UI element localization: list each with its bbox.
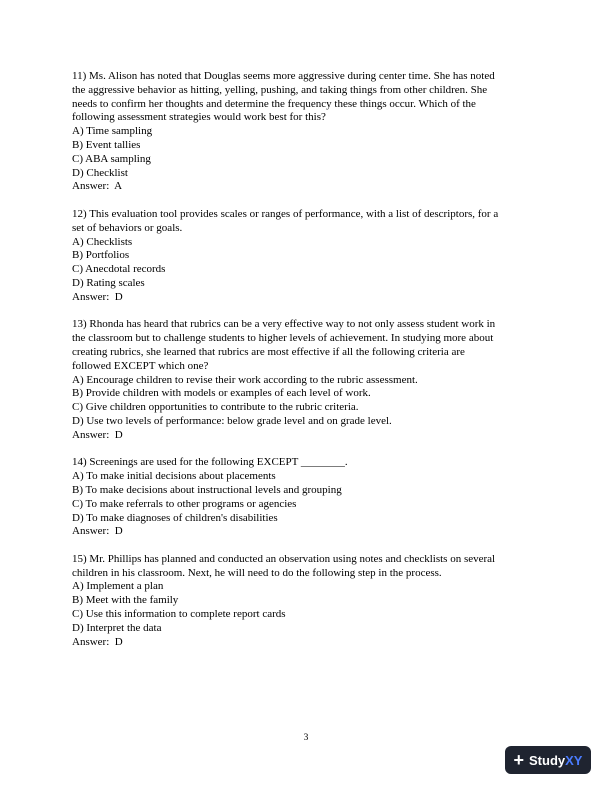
question-text: following assessment strategies would work best for this? bbox=[72, 111, 326, 124]
option-d: D) Rating scales bbox=[72, 276, 145, 289]
answer: Answer: A bbox=[72, 180, 123, 193]
page-number: 3 bbox=[303, 733, 309, 743]
option-d: D) Checklist bbox=[72, 166, 128, 179]
question-text: needs to confirm her thoughts and determine the frequency these things occur. Which of the bbox=[72, 97, 476, 110]
question-text: 11) Ms. Alison has noted that Douglas seems more aggressive during center time. She has noted bbox=[72, 70, 495, 82]
answer: Answer: D bbox=[72, 525, 123, 538]
answer: Answer: D bbox=[72, 428, 123, 441]
question-text: followed EXCEPT which one? bbox=[72, 359, 209, 372]
answer: Answer: D bbox=[72, 635, 123, 648]
studyxy-badge[interactable] bbox=[505, 746, 591, 774]
question-13 bbox=[72, 318, 542, 442]
question-text: 14) Screenings are used for the following EXCEPT ________. bbox=[72, 456, 348, 469]
answer: Answer: D bbox=[72, 290, 123, 303]
question-text: 12) This evaluation tool provides scales or ranges of performance, with a list of descriptors, for a bbox=[72, 207, 499, 220]
option-c: C) ABA sampling bbox=[72, 152, 151, 165]
question-text: the aggressive behavior as hitting, yelling, pushing, and taking things from other children. She bbox=[72, 83, 488, 96]
page-content bbox=[72, 70, 542, 663]
option-c: C) Anecdotal records bbox=[72, 263, 166, 276]
question-text: the classroom but to challenge students to higher levels of achievement. In studying more about bbox=[72, 332, 494, 345]
option-c: C) Give children opportunities to contribute to the rubric criteria. bbox=[72, 401, 359, 414]
question-text: 13) Rhonda has heard that rubrics can be a very effective way to not only assess student work in bbox=[72, 318, 496, 331]
badge-text: Study bbox=[529, 752, 566, 768]
option-a: A) To make initial decisions about placements bbox=[72, 470, 276, 483]
question-text: set of behaviors or goals. bbox=[72, 221, 183, 234]
question-text: 15) Mr. Phillips has planned and conducted an observation using notes and checklists on several bbox=[72, 552, 496, 565]
option-d: D) To make diagnoses of children's disabilities bbox=[72, 511, 278, 524]
option-a: A) Checklists bbox=[72, 235, 133, 248]
question-11 bbox=[72, 70, 542, 194]
question-text: creating rubrics, she learned that rubrics are most effective if all the following criteria are bbox=[72, 345, 465, 358]
question-text: children in his classroom. Next, he will need to do the following step in the process. bbox=[72, 566, 442, 579]
question-15 bbox=[72, 553, 542, 650]
option-c: C) To make referrals to other programs or agencies bbox=[72, 497, 297, 510]
plus-icon: + bbox=[513, 750, 525, 770]
option-b: B) Event tallies bbox=[72, 138, 141, 151]
badge-accent-text: XY bbox=[565, 752, 583, 768]
option-d: D) Use two levels of performance: below grade level and on grade level. bbox=[72, 414, 392, 427]
option-a: A) Implement a plan bbox=[72, 580, 164, 593]
option-b: B) Provide children with models or examples of each level of work. bbox=[72, 387, 371, 400]
question-12 bbox=[72, 208, 542, 305]
question-14 bbox=[72, 456, 542, 539]
option-c: C) Use this information to complete report cards bbox=[72, 608, 286, 621]
option-a: A) Encourage children to revise their work according to the rubric assessment. bbox=[72, 373, 418, 386]
option-d: D) Interpret the data bbox=[72, 621, 162, 634]
option-a: A) Time sampling bbox=[72, 125, 153, 138]
option-b: B) To make decisions about instructional levels and grouping bbox=[72, 483, 342, 496]
option-b: B) Portfolios bbox=[72, 249, 130, 262]
option-b: B) Meet with the family bbox=[72, 594, 179, 607]
